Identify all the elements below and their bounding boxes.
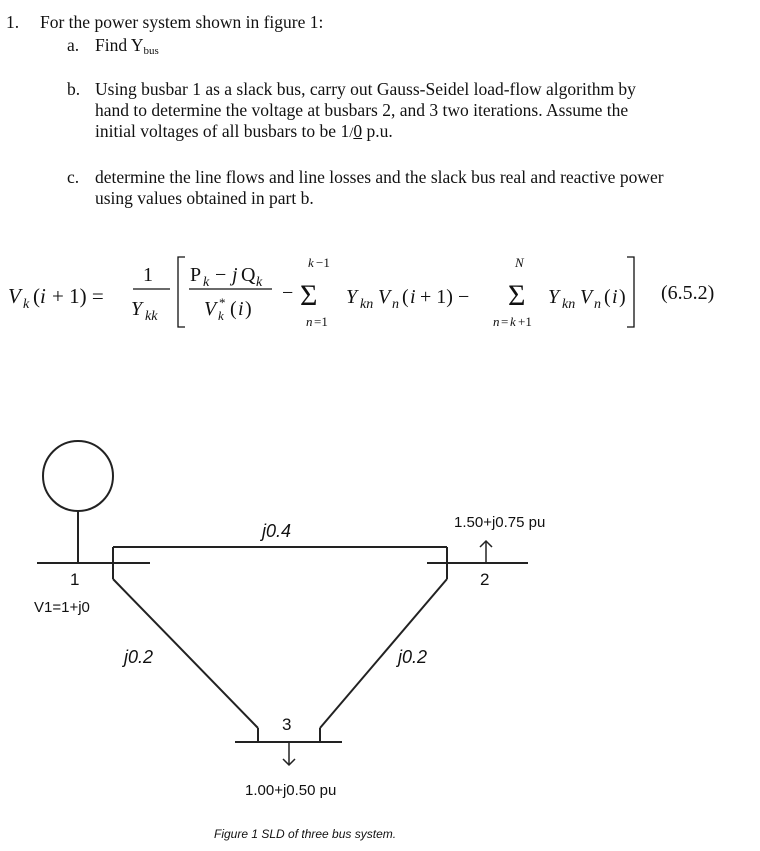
line23-impedance: j0.2 xyxy=(398,647,428,667)
svg-text:+ 1) −: + 1) − xyxy=(420,286,470,308)
svg-text:Σ: Σ xyxy=(508,279,526,312)
svg-text:+ 1) =: + 1) = xyxy=(52,284,104,308)
bus3-number: 3 xyxy=(282,715,292,734)
part-a-text xyxy=(95,35,159,62)
svg-text:): ) xyxy=(245,298,252,320)
svg-text:(: ( xyxy=(33,284,40,308)
svg-text:=1: =1 xyxy=(314,314,328,329)
svg-text:n: n xyxy=(594,297,601,312)
svg-text:k: k xyxy=(203,275,210,290)
svg-text:): ) xyxy=(619,286,626,308)
part-b-line3-post: p.u. xyxy=(362,121,393,141)
svg-text:kn: kn xyxy=(562,297,576,312)
svg-text:i: i xyxy=(410,286,416,308)
svg-text:V: V xyxy=(580,286,593,308)
svg-text:kk: kk xyxy=(145,309,158,324)
part-a-find: Find Y xyxy=(95,35,144,55)
part-b-voltage-mag: 1 xyxy=(340,121,350,141)
part-b-voltage-angle: 0 xyxy=(353,121,363,141)
svg-text:i: i xyxy=(612,286,618,308)
svg-text:Σ: Σ xyxy=(300,279,318,312)
part-b-label: b. xyxy=(67,79,81,99)
svg-text:Y: Y xyxy=(346,286,358,308)
generator-icon xyxy=(43,441,113,511)
svg-text:Y: Y xyxy=(131,298,143,320)
svg-text:kn: kn xyxy=(360,297,374,312)
line13-impedance: j0.2 xyxy=(124,647,154,667)
part-a-subscript: bus xyxy=(143,45,159,57)
svg-text:*: * xyxy=(219,295,226,310)
svg-text:Y: Y xyxy=(548,286,560,308)
svg-text:V: V xyxy=(8,284,21,308)
svg-text:Q: Q xyxy=(241,264,256,286)
part-b-line2: hand to determine the voltage at busbars 2, and 3 two iterations. Assume the xyxy=(95,100,629,120)
svg-text:−: − xyxy=(215,264,227,286)
svg-text:n: n xyxy=(392,297,399,312)
line12-impedance: j0.4 xyxy=(262,521,292,541)
bus3-load: 1.00+j0.50 pu xyxy=(245,782,337,799)
svg-text:−: − xyxy=(282,282,294,304)
svg-text:n: n xyxy=(306,314,313,329)
svg-text:i: i xyxy=(238,298,244,320)
svg-text:P: P xyxy=(190,264,202,286)
svg-text:k: k xyxy=(256,275,263,290)
svg-text:−1: −1 xyxy=(316,255,330,270)
bus1-number: 1 xyxy=(70,570,80,589)
svg-text:i: i xyxy=(40,284,46,308)
svg-text:k: k xyxy=(23,297,30,312)
gauss-seidel-equation xyxy=(0,245,760,345)
svg-text:V: V xyxy=(204,298,217,320)
bus1-voltage: V1=1+j0 xyxy=(34,599,90,616)
part-c-line1: determine the line flows and line losses and the slack bus real and reactive power xyxy=(95,167,664,187)
svg-text:k: k xyxy=(308,255,314,270)
svg-text:=: = xyxy=(501,314,509,329)
part-b-line1: Using busbar 1 as a slack bus, carry out Gauss-Seidel load-flow algorithm by xyxy=(95,79,636,99)
question-number: 1. xyxy=(6,12,20,32)
part-b-line3-pre: initial voltages of all busbars to be xyxy=(95,121,341,141)
part-c-label: c. xyxy=(67,167,80,187)
svg-text:(: ( xyxy=(402,286,409,308)
three-bus-diagram xyxy=(0,430,760,850)
figure-caption: Figure 1 SLD of three bus system. xyxy=(214,827,397,841)
svg-text:j: j xyxy=(232,264,238,286)
question-text: For the power system shown in figure 1: xyxy=(40,12,324,32)
svg-text:(: ( xyxy=(230,298,237,320)
svg-text:N: N xyxy=(515,255,524,270)
bus2-load: 1.50+j0.75 pu xyxy=(454,514,546,531)
bus2-number: 2 xyxy=(480,570,490,589)
svg-text:n: n xyxy=(493,314,500,329)
svg-text:+1: +1 xyxy=(518,314,532,329)
svg-text:k: k xyxy=(510,314,516,329)
svg-text:1: 1 xyxy=(143,264,153,286)
svg-text:V: V xyxy=(378,286,391,308)
part-b-line3: initial voltages of all busbars to be 1/0 p.u. xyxy=(95,121,393,141)
part-a-label: a. xyxy=(67,35,80,55)
equation-number: (6.5.2) xyxy=(661,282,715,304)
svg-text:(: ( xyxy=(604,286,611,308)
part-c-line2: using values obtained in part b. xyxy=(95,188,314,208)
svg-text:k: k xyxy=(218,308,224,323)
